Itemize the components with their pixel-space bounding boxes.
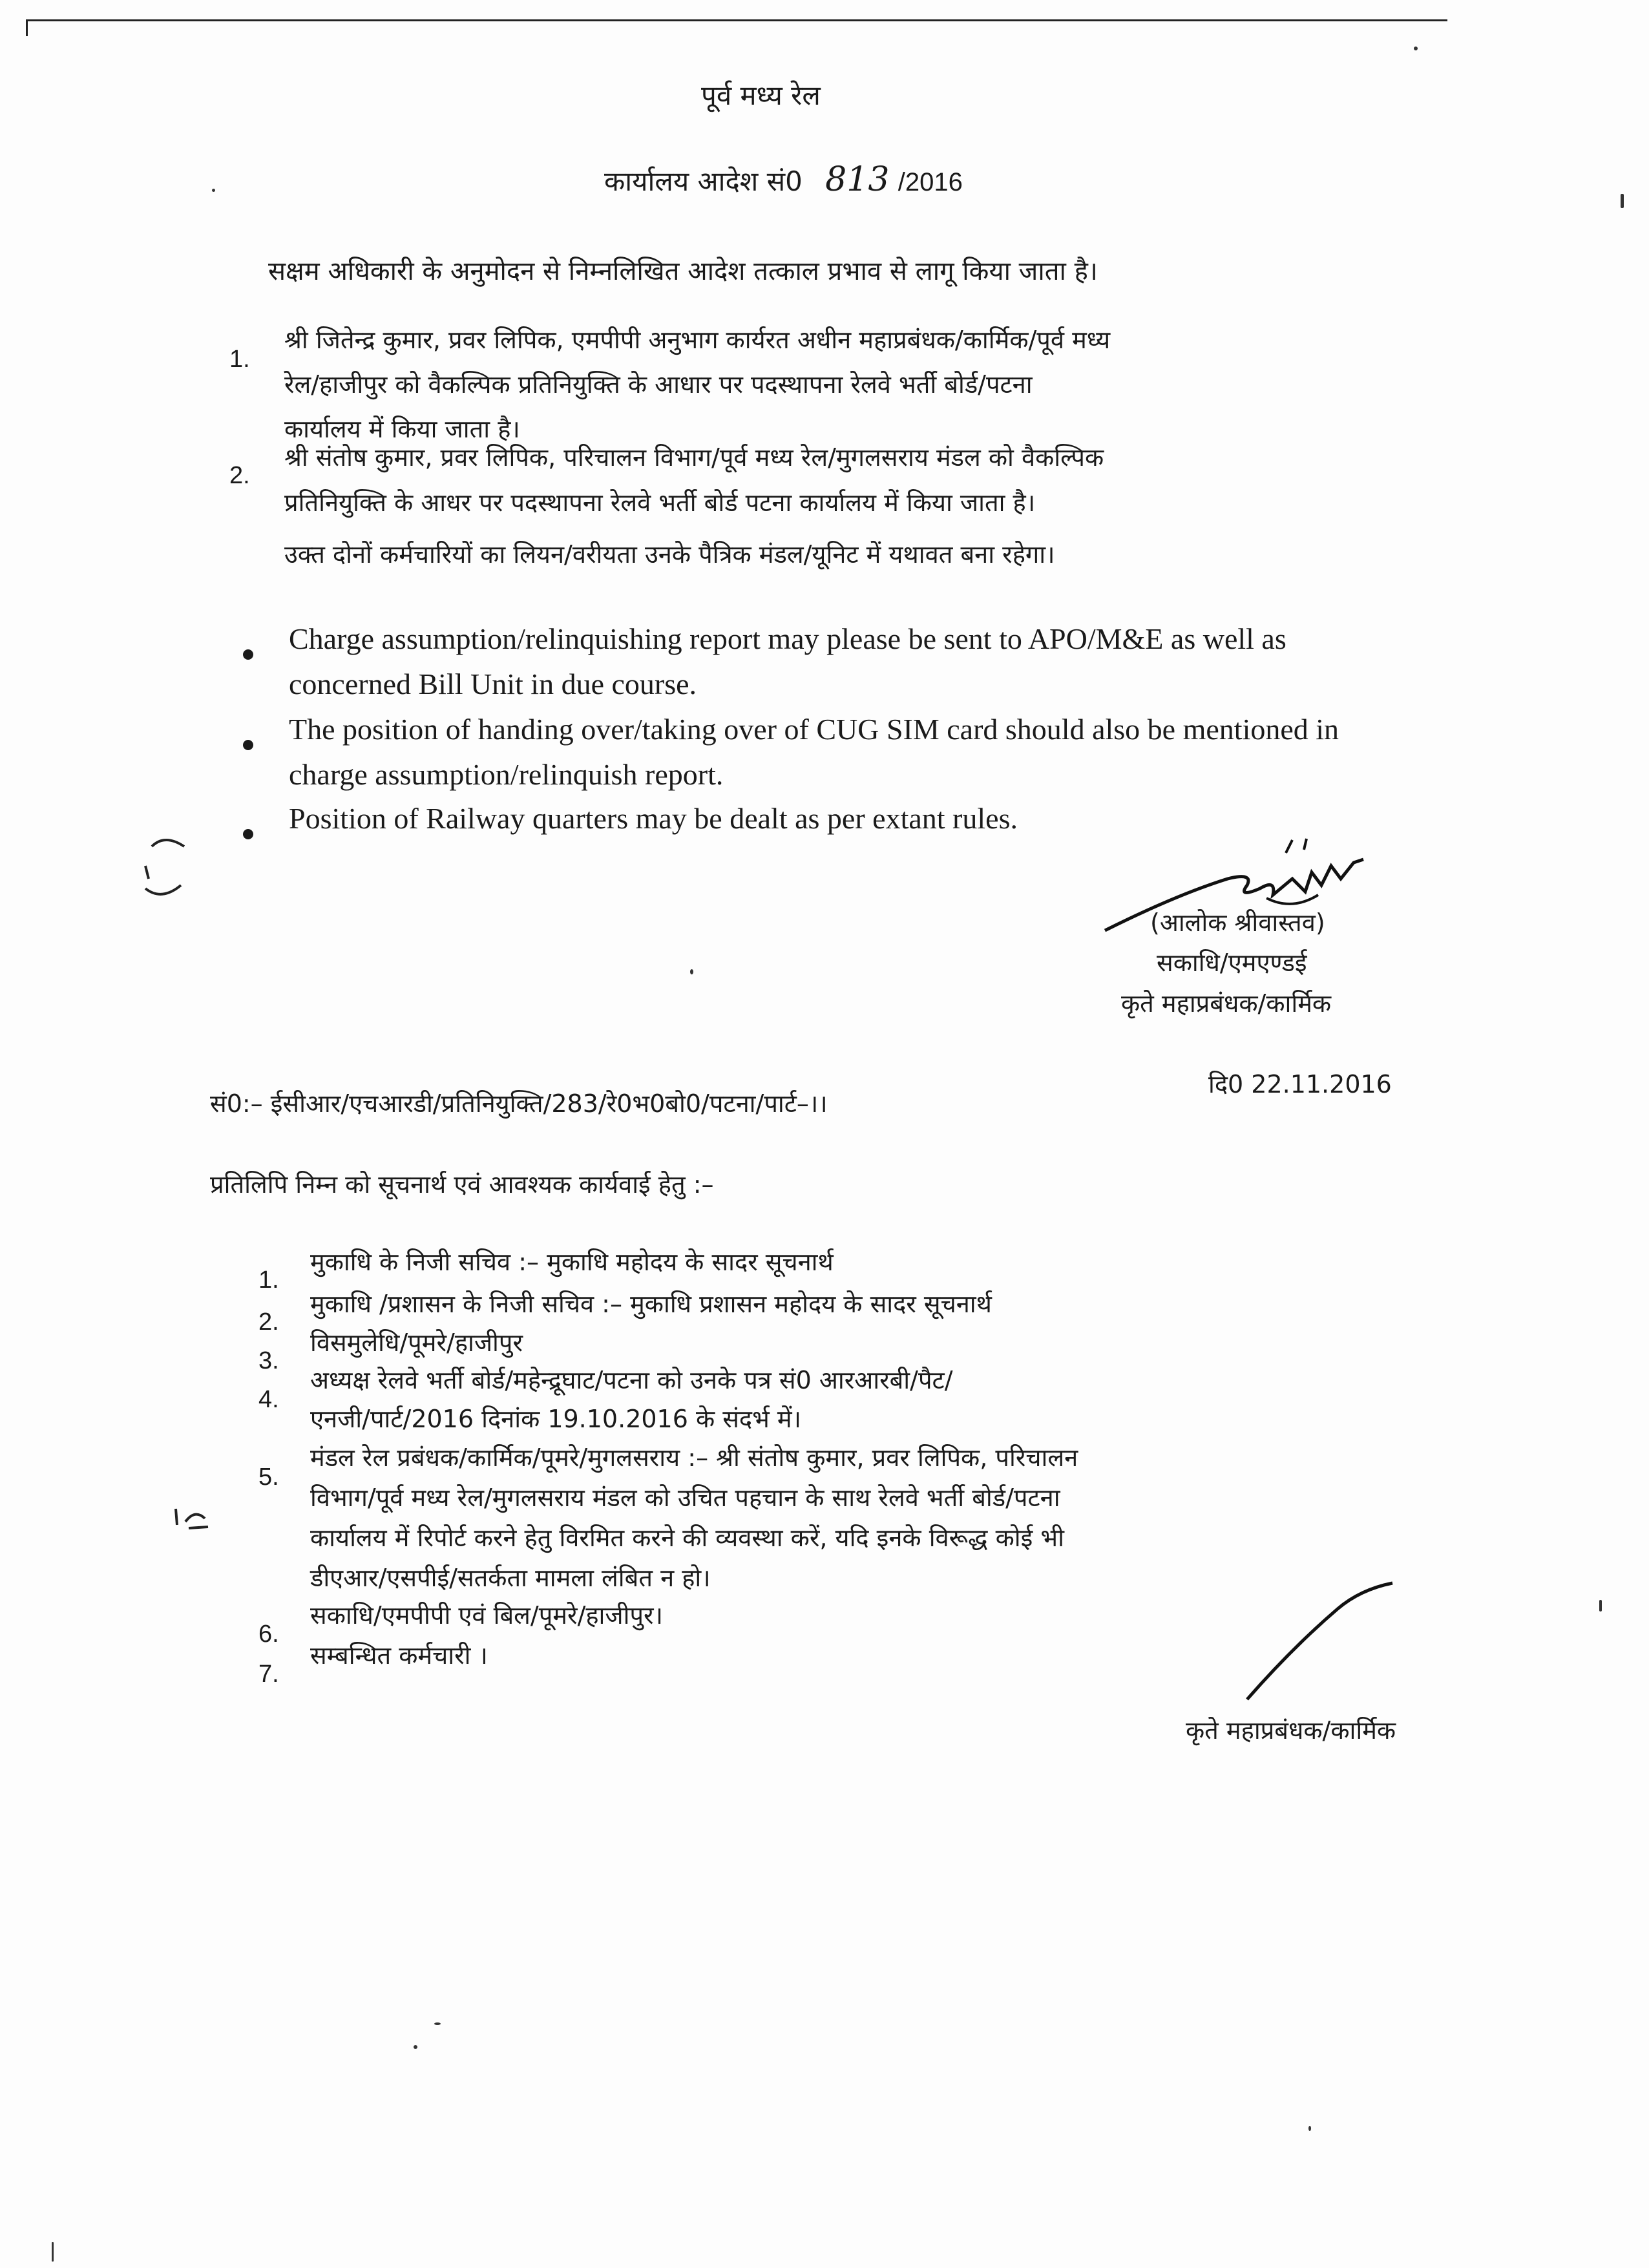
copy-5-line-1: मंडल रेल प्रबंधक/कार्मिक/पूमरे/मुगलसराय :– श्री संतोष कुमार, प्रवर लिपिक, परिचालन [310,1444,1078,1472]
signatory-designation: सकाधि/एमएण्डई [1157,949,1307,977]
order-1-line-3: कार्यालय में किया जाता है। [284,415,520,443]
scan-speck [690,969,693,974]
bullet-3-line-1: Position of Railway quarters may be dealt as per extant rules. [289,802,1018,835]
bullet-2-line-1: The position of handing over/taking over of CUG SIM card should also be mentioned in [289,713,1339,746]
reference-date: दि0 22.11.2016 [1208,1070,1392,1098]
footer-signatory: कृते महाप्रबंधक/कार्मिक [1186,1716,1396,1745]
bullet-dot [243,649,253,660]
signatory-name: (आलोक श्रीवास्तव) [1150,908,1325,937]
scan-speck [1621,194,1624,208]
reference-number: सं0:– ईसीआर/एचआरडी/प्रतिनियुक्ति/283/रे0भ0बो0/पटना/पार्ट–।। [210,1089,828,1118]
order-2-line-2: प्रतिनियुक्ति के आधर पर पदस्थापना रेलवे भर्ती बोर्ड पटना कार्यालय में किया जाता है। [284,488,1036,517]
copy-5-line-3: कार्यालय में रिपोर्ट करने हेतु विरमित करने की व्यवस्था करें, यदि इनके विरूद्ध कोई भी [310,1524,1064,1552]
scan-speck [1308,2126,1311,2131]
margin-mark [169,1496,221,1541]
copy-7-line-1: सम्बन्धित कर्मचारी । [310,1641,488,1670]
margin-scribble [132,821,204,905]
order-number: 813 [825,160,890,199]
copy-5-line-4: डीएआर/एसपीई/सतर्कता मामला लंबित न हो। [310,1564,711,1592]
order-2-number: 2. [229,462,250,489]
order-2-line-1: श्री संतोष कुमार, प्रवर लिपिक, परिचालन विभाग/पूर्व मध्य रेल/मुगलसराय मंडल को वैकल्पिक [284,443,1104,472]
copy-3-line-1: विसमुलेधि/पूमरे/हाजीपुर [310,1328,523,1357]
order-1-line-1: श्री जितेन्द्र कुमार, प्रवर लिपिक, एमपीपी अनुभाग कार्यरत अधीन महाप्रबंधक/कार्मिक/पूर्व मध्य [284,326,1111,354]
copy-5-number: 5. [258,1464,279,1491]
initial-stroke [1241,1577,1409,1706]
order-heading [604,162,963,200]
copy-6-line-1: सकाधि/एमपीपी एवं बिल/पूमरे/हाजीपुर। [310,1601,663,1630]
copy-5-line-2: विभाग/पूर्व मध्य रेल/मुगलसराय मंडल को उचित पहचान के साथ रेलवे भर्ती बोर्ड/पटना [310,1484,1060,1512]
bullet-dot [243,740,253,750]
scan-speck [212,189,215,192]
scan-speck [52,2242,54,2262]
bullet-1-line-1: Charge assumption/relinquishing report may please be sent to APO/M&E as well as [289,622,1287,655]
copy-4-line-2: एनजी/पार्ट/2016 दिनांक 19.10.2016 के संदर्भ में। [310,1405,802,1433]
order-prefix: कार्यालय आदेश सं0 [604,165,803,197]
copy-1-number: 1. [258,1266,279,1294]
bullet-2-line-2: charge assumption/relinquish report. [289,758,724,791]
copy-2-number: 2. [258,1308,279,1336]
org-heading: पूर्व मध्य रेल [701,79,821,111]
copy-1-line-1: मुकाधि के निजी सचिव :– मुकाधि महोदय के सादर सूचनार्थ [310,1248,834,1276]
copy-3-number: 3. [258,1347,279,1374]
copy-2-line-1: मुकाधि /प्रशासन के निजी सचिव :– मुकाधि प्रशासन महोदय के सादर सूचनार्थ [310,1290,992,1318]
left-border-tick [26,19,28,36]
scan-speck [1599,1600,1602,1612]
top-border-line [26,19,1447,21]
copy-7-number: 7. [258,1661,279,1688]
lien-note: उक्त दोनों कर्मचारियों का लियन/वरीयता उनके पैत्रिक मंडल/यूनिट में यथावत बना रहेगा। [284,540,1055,569]
bullet-dot [243,829,253,839]
order-1-line-2: रेल/हाजीपुर को वैकल्पिक प्रतिनियुक्ति के आधार पर पदस्थापना रेलवे भर्ती बोर्ड/पटना [284,370,1033,399]
copy-4-line-1: अध्यक्ष रेलवे भर्ती बोर्ड/महेन्द्रूघाट/पटना को उनके पत्र सं0 आरआरबी/पैट/ [310,1366,953,1394]
scan-speck [1414,47,1418,50]
copy-heading: प्रतिलिपि निम्न को सूचनार्थ एवं आवश्यक कार्यवाई हेतु :– [210,1170,714,1199]
order-year: /2016 [898,168,963,196]
scan-speck [414,2045,417,2049]
scan-speck [434,2022,441,2025]
copy-4-number: 4. [258,1386,279,1413]
intro-text: सक्षम अधिकारी के अनुमोदन से निम्नलिखित आदेश तत्काल प्रभाव से लागू किया जाता है। [268,257,1098,286]
copy-6-number: 6. [258,1621,279,1648]
bullet-1-line-2: concerned Bill Unit in due course. [289,667,697,700]
signatory-for: कृते महाप्रबंधक/कार्मिक [1121,989,1332,1018]
order-1-number: 1. [229,346,250,373]
